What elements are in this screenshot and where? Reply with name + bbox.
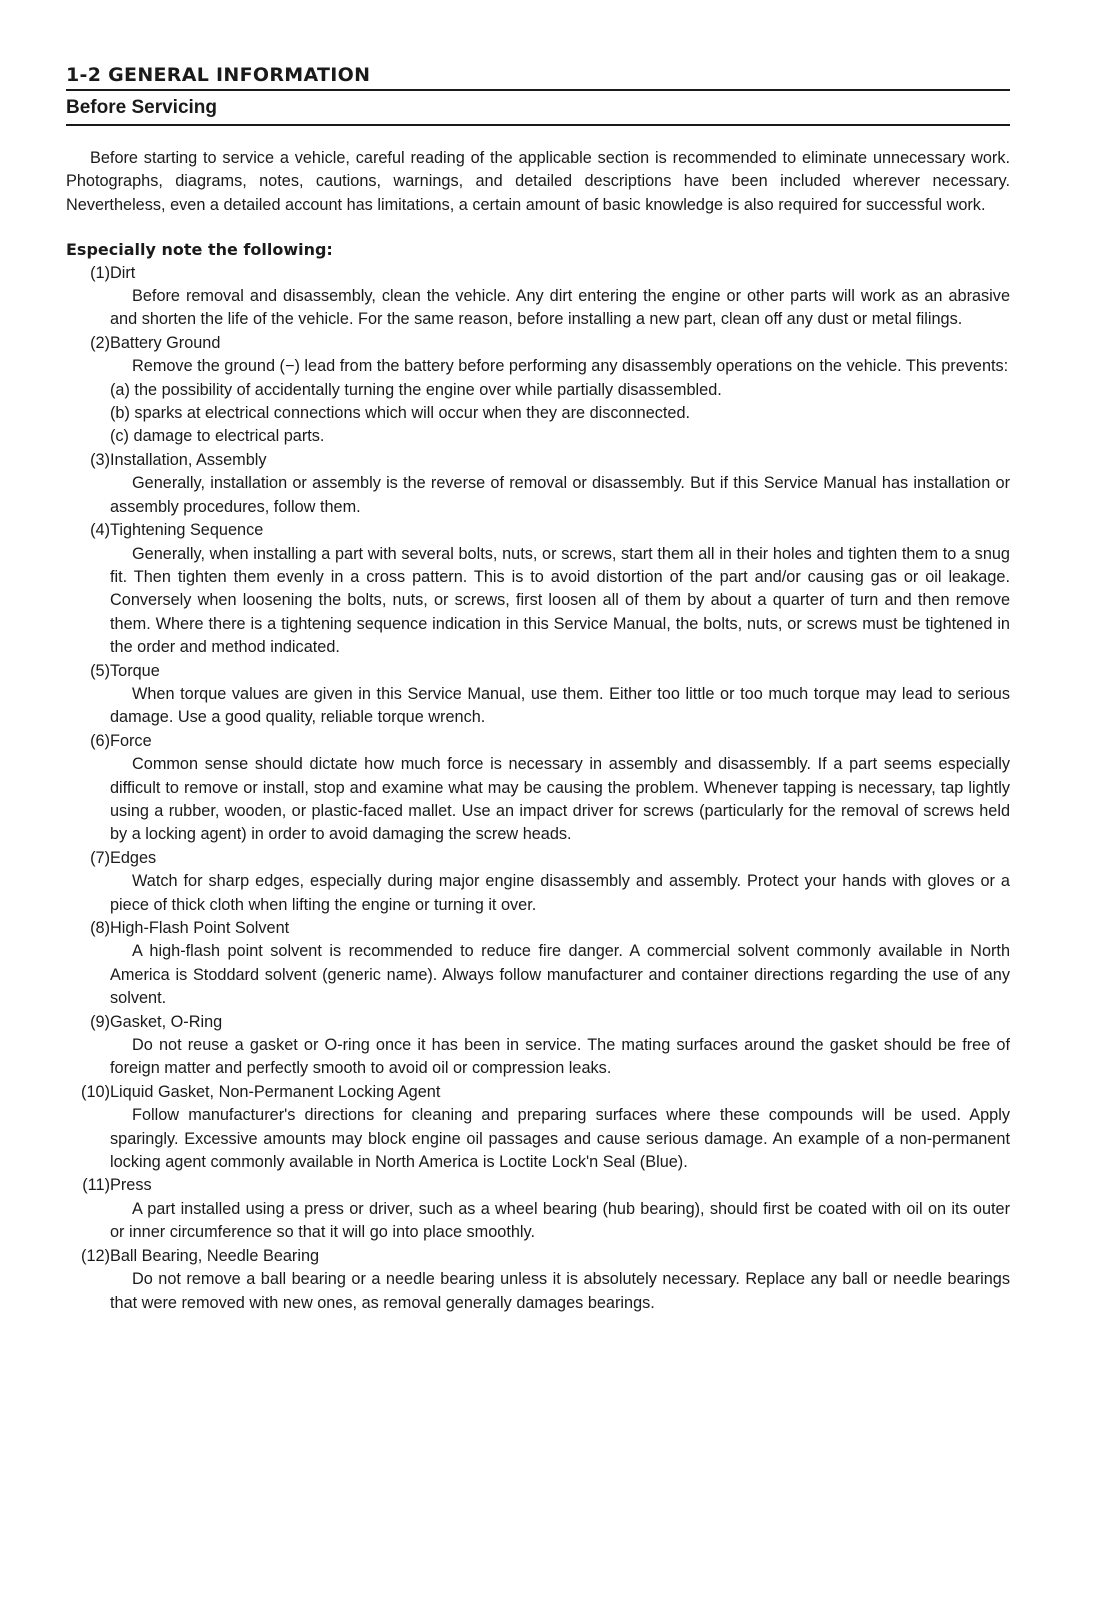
note-item [66,332,1010,449]
note-body: Do not reuse a gasket or O-ring once it has been in service. The mating surfaces around the gasket should be free of foreign matter and perfectly smooth to avoid oil or compression leaks. [110,1036,1010,1078]
note-body: Common sense should dictate how much force is necessary in assembly and disassembly. If a part seems especially difficult to remove or install, stop and examine what may be causing the problem. Whenever tapping is necessary, tap lightly using a rubber, wooden, or plastic-faced mallet. Use an impact driver for screws (particularly for the removal of screws held by a locking agent) in order to avoid damaging the screw heads. [110,755,1010,844]
note-body: Watch for sharp edges, especially during major engine disassembly and assembly. Protect your hands with gloves or a piece of thick cloth when lifting the engine or turning it over. [110,872,1010,914]
document-page [66,62,1010,1315]
note-subitem: (c) damage to electrical parts. [110,427,325,446]
note-number: (5) [90,661,110,680]
note-body: When torque values are given in this Service Manual, use them. Either too little or too much torque may lead to serious damage. Use a good quality, reliable torque wrench. [110,684,1010,727]
note-number: (4) [90,521,110,540]
section-title: Before Servicing [66,94,1010,126]
note-number: (3) [90,450,110,469]
note-item [66,519,1010,659]
note-number: (11) [82,1176,110,1195]
note-title: Liquid Gasket, Non-Permanent Locking Agent [110,1082,441,1101]
note-number: (2) [90,333,110,352]
page-header: 1-2 GENERAL INFORMATION [66,62,1010,91]
note-item [66,1011,1010,1081]
note-number: (9) [90,1012,110,1031]
note-title: Ball Bearing, Needle Bearing [110,1246,320,1265]
note-item [66,1174,1010,1244]
note-body: A high-flash point solvent is recommended to reduce fire danger. A commercial solvent commonly available in North America is Stoddard solvent (generic name). Always follow manufacturer and container directions regarding the use of any solvent. [110,942,1010,1008]
notes-list [66,262,1010,1315]
note-title: Installation, Assembly [110,450,267,469]
note-body: Before removal and disassembly, clean the vehicle. Any dirt entering the engine or other parts will work as an abrasive and shorten the life of the vehicle. For the same reason, before installing a new part, clean off any dust or metal filings. [110,287,1010,329]
note-number: (1) [90,263,110,282]
note-number: (12) [81,1246,110,1265]
note-title: Edges [110,848,157,867]
note-item [66,847,1010,917]
note-number: (8) [90,919,110,937]
note-item [66,660,1010,730]
note-item [66,449,1010,519]
note-body: Generally, installation or assembly is the reverse of removal or disassembly. But if this Service Manual has installation or assembly procedures, follow them. [110,474,1010,516]
note-body: Do not remove a ball bearing or a needle bearing unless it is absolutely necessary. Replace any ball or needle bearings that were removed with new ones, as removal generally damages bearings. [110,1270,1010,1312]
note-item [66,730,1010,847]
note-title: High-Flash Point Solvent [110,919,290,937]
note-item [66,1081,1010,1175]
note-number: (7) [90,848,110,867]
note-title: Tightening Sequence [110,521,264,540]
note-title: Gasket, O-Ring [110,1012,223,1031]
note-number: (6) [90,731,110,750]
note-body: Generally, when installing a part with several bolts, nuts, or screws, start them all in their holes and tighten them to a snug fit. Then tighten them evenly in a cross pattern. This is to avoid distortion of the part and/or causing gas or oil leakage. Conversely when loosening the bolts, nuts, or screws, first loosen all of them by about a quarter of turn and then remove them. Where there is a tightening sequence indication in this Service Manual, the bolts, nuts, or screws must be tightened in the order and method indicated. [110,544,1010,657]
note-subitem: (a) the possibility of accidentally turning the engine over while partially disassembled. [110,380,722,399]
note-subitem: (b) sparks at electrical connections which will occur when they are disconnected. [110,404,691,423]
note-body: Remove the ground (−) lead from the battery before performing any disassembly operations on the vehicle. This prevents: [132,357,1009,376]
note-title: Battery Ground [110,333,221,352]
note-item [66,262,1010,332]
note-title: Press [110,1176,152,1195]
note-title: Force [110,731,152,750]
note-body: Follow manufacturer's directions for cleaning and preparing surfaces where these compounds will be used. Apply sparingly. Excessive amounts may block engine oil passages and cause serious damage. An example of a non-permanent locking agent commonly available in North America is Loctite Lock'n Seal (Blue). [110,1106,1010,1172]
note-title: Dirt [110,263,136,282]
note-item [66,1245,1010,1315]
note-item [66,917,1010,1011]
note-title: Torque [110,661,160,680]
intro-paragraph: Before starting to service a vehicle, careful reading of the applicable section is recommended to eliminate unnecessary work. Photographs, diagrams, notes, cautions, warnings, and detailed descriptions have been included wherever necessary. Nevertheless, even a detailed account has limitations, a certain amount of basic knowledge is also required for successful work. [66,149,1010,214]
notes-heading: Especially note the following: [66,240,333,260]
note-body: A part installed using a press or driver, such as a wheel bearing (hub bearing), should first be coated with oil on its outer or inner circumference so that it will go into place smoothly. [110,1199,1010,1242]
note-number: (10) [81,1082,110,1101]
